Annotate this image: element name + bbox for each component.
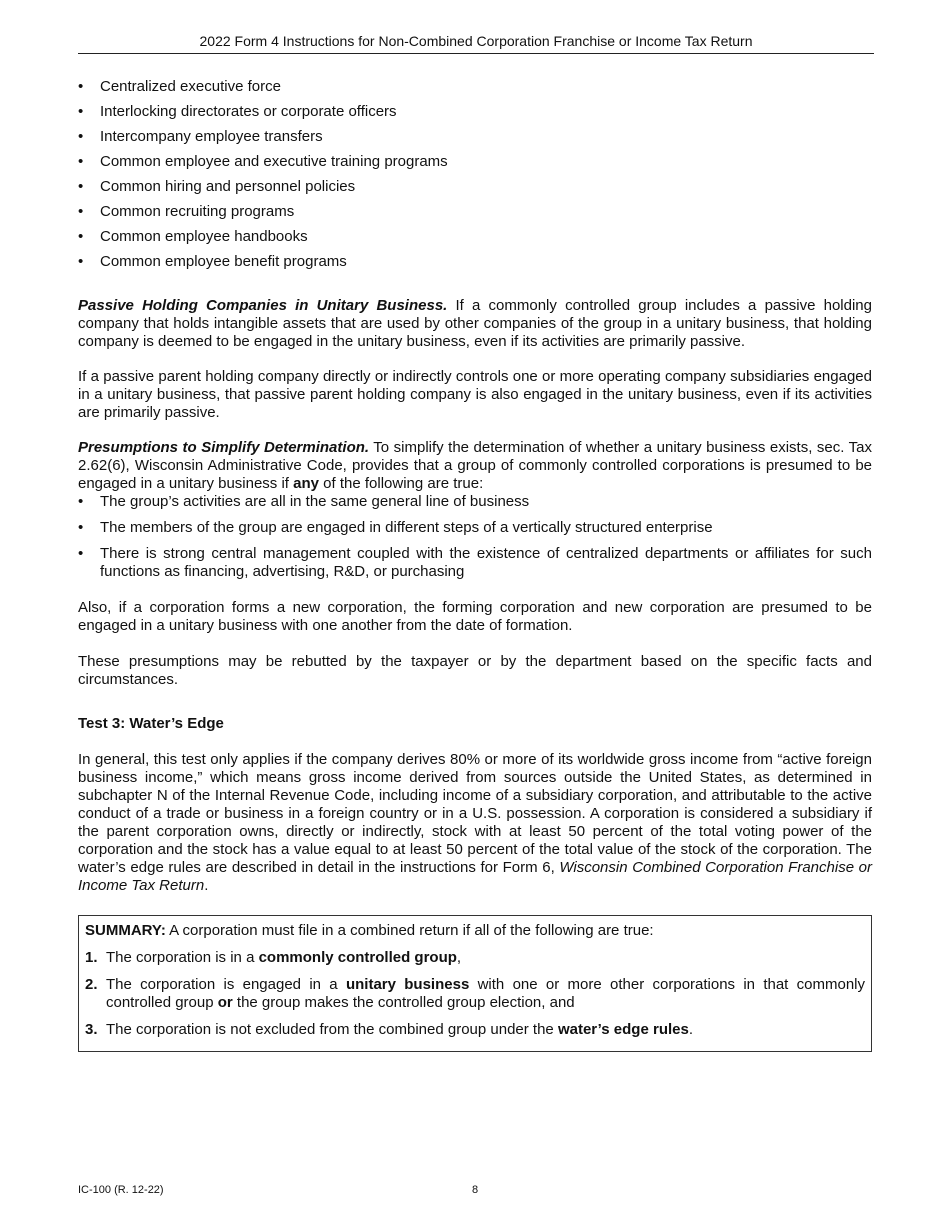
rebuttal-paragraph: These presumptions may be rebutted by the taxpayer or by the department based on the specific facts and circumstances. <box>78 653 872 688</box>
list-item: • Interlocking directorates or corporate officers <box>78 103 872 121</box>
list-item: • The group’s activities are all in the same general line of business <box>78 493 872 511</box>
summary-item: 2. The corporation is engaged in a unitary business with one or more other corporations in that commonly controlled group or the group makes the controlled group election, and <box>85 976 865 1011</box>
list-item: • Common employee handbooks <box>78 228 872 246</box>
unitary-factors-list <box>78 78 872 271</box>
list-item: • The members of the group are engaged in different steps of a vertically structured enterprise <box>78 519 872 537</box>
passive-holding-paragraph <box>78 297 872 351</box>
summary-item: 3. The corporation is not excluded from the combined group under the water’s edge rules. <box>85 1021 694 1038</box>
list-item: • Common employee and executive training programs <box>78 153 872 171</box>
new-corporation-paragraph: Also, if a corporation forms a new corporation, the forming corporation and new corporation are presumed to be engaged in a unitary business with one another from the date of formation. <box>78 599 872 634</box>
form-id: IC-100 (R. 12-22) <box>78 1184 164 1196</box>
page-header: 2022 Form 4 Instructions for Non-Combined Corporation Franchise or Income Tax Return <box>78 33 874 54</box>
list-item: • There is strong central management coupled with the existence of centralized departments or affiliates for such functions as financing, advertising, R&D, or purchasing <box>78 545 872 581</box>
summary-item: 1. The corporation is in a commonly controlled group, <box>85 949 462 966</box>
form6-title: Wisconsin Combined Corporation Franchise or Income Tax Return <box>78 859 872 894</box>
list-item: • Common recruiting programs <box>78 203 872 221</box>
summary-lead: SUMMARY: A corporation must file in a combined return if all of the following are true: <box>85 922 654 939</box>
presumptions-list <box>78 493 872 581</box>
page-number: 8 <box>472 1184 479 1196</box>
presumptions-heading: Presumptions to Simplify Determination. <box>78 439 370 456</box>
list-item: • Common hiring and personnel policies <box>78 178 872 196</box>
summary-box <box>78 915 872 1052</box>
summary-label: SUMMARY: <box>85 922 166 939</box>
list-item: • Centralized executive force <box>78 78 872 96</box>
test3-heading: Test 3: Water’s Edge <box>78 715 224 732</box>
list-item: • Intercompany employee transfers <box>78 128 872 146</box>
list-item: • Common employee benefit programs <box>78 253 872 271</box>
passive-parent-paragraph: If a passive parent holding company directly or indirectly controls one or more operating company subsidiaries engaged in a unitary business, that passive parent holding company is also engaged in the unitary business, even if its activities are primarily passive. <box>78 368 872 421</box>
test3-paragraph: In general, this test only applies if the company derives 80% or more of its worldwide gross income from “active foreign business income,” which means gross income derived from sources outside the United States, as determined in subchapter N of the Internal Revenue Code, including income of a subsidiary corporation, and attributable to the active conduct of a trade or business in a foreign country or in a U.S. possession. A corporation is considered a subsidiary if the parent corporation owns, directly or indirectly, stock with at least 50 percent of the total voting power of the corporation and the stock has a value equal to at least 50 percent of the total value of the stock of the corporation. The water’s edge rules are described in detail in the instructions for Form 6, Wisconsin Combined Corporation Franchise or Income Tax Return. <box>78 751 872 894</box>
page-content <box>78 78 872 1052</box>
presumptions-paragraph: Presumptions to Simplify Determination. To simplify the determination of whether a unitary business exists, sec. Tax 2.62(6), Wisconsin Administrative Code, provides that a group of commonly controlled corporations is presumed to be engaged in a unitary business if any of the following are true: <box>78 439 872 492</box>
passive-holding-heading: Passive Holding Companies in Unitary Business. <box>78 297 448 314</box>
passive-holding-text: If a commonly controlled group includes a passive holding company that holds intangible assets that are used by other companies of the group in a unitary business, that holding company is deemed to be engaged in the unitary business, even if its activities are primarily passive. <box>78 297 872 350</box>
